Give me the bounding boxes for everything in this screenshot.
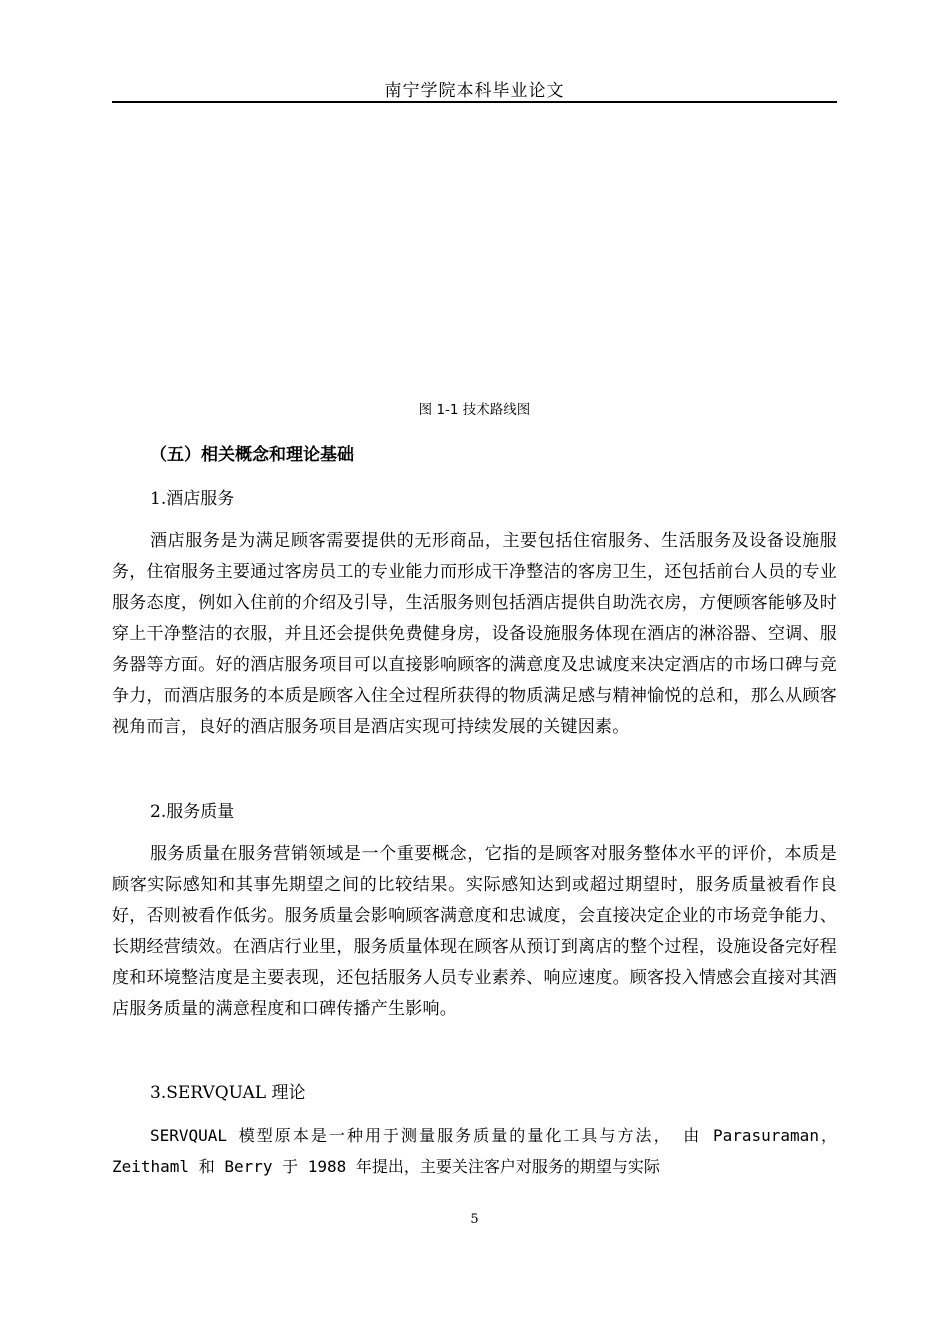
paragraph-service-quality: 服务质量在服务营销领域是一个重要概念，它指的是顾客对服务整体水平的评价，本质是顾客实际感知和其事先期望之间的比较结果。实际感知达到或超过期望时，服务质量被看作良好，否则被看作低劣。服务质量会影响顾客满意度和忠诚度，会直接决定企业的市场竞争能力、长期经营绩效。在酒店行业里，服务质量体现在顾客从预订到离店的整个过程，设施设备完好程度和环境整洁度是主要表现，还包括服务人员专业素养、响应速度。顾客投入情感会直接对其酒店服务质量的满意程度和口碑传播产生影响。 bbox=[112, 844, 837, 1019]
figure-placeholder bbox=[112, 110, 837, 390]
subsection-heading-servqual: 3.SERVQUAL 理论 bbox=[150, 1083, 306, 1103]
section-heading: （五）相关概念和理论基础 bbox=[150, 445, 354, 465]
paragraph-servqual: SERVQUAL 模型原本是一种用于测量服务质量的量化工具与方法， 由 Parasuraman，Zeithaml 和 Berry 于 1988 年提出，主要关注客户对服务的期望与实际 bbox=[112, 1126, 837, 1176]
paragraph-hotel-service: 酒店服务是为满足顾客需要提供的无形商品，主要包括住宿服务、生活服务及设备设施服务，住宿服务主要通过客房员工的专业能力而形成干净整洁的客房卫生，还包括前台人员的专业服务态度，例如入住前的介绍及引导，生活服务则包括酒店提供自助洗衣房，方便顾客能够及时穿上干净整洁的衣服，并且还会提供免费健身房，设备设施服务体现在酒店的淋浴器、空调、服务器等方面。好的酒店服务项目可以直接影响顾客的满意度及忠诚度来决定酒店的市场口碑与竞争力，而酒店服务的本质是顾客入住全过程所获得的物质满足感与精神愉悦的总和，那么从顾客视角而言，良好的酒店服务项目是酒店实现可持续发展的关键因素。 bbox=[112, 531, 837, 737]
subsection-heading-hotel-service: 1.酒店服务 bbox=[150, 489, 235, 509]
subsection-heading-service-quality: 2.服务质量 bbox=[150, 802, 235, 822]
page-number: 5 bbox=[470, 1212, 479, 1227]
header-divider bbox=[112, 101, 837, 103]
running-header: 南宁学院本科毕业论文 bbox=[384, 81, 565, 101]
figure-caption: 图 1-1 技术路线图 bbox=[418, 402, 531, 418]
